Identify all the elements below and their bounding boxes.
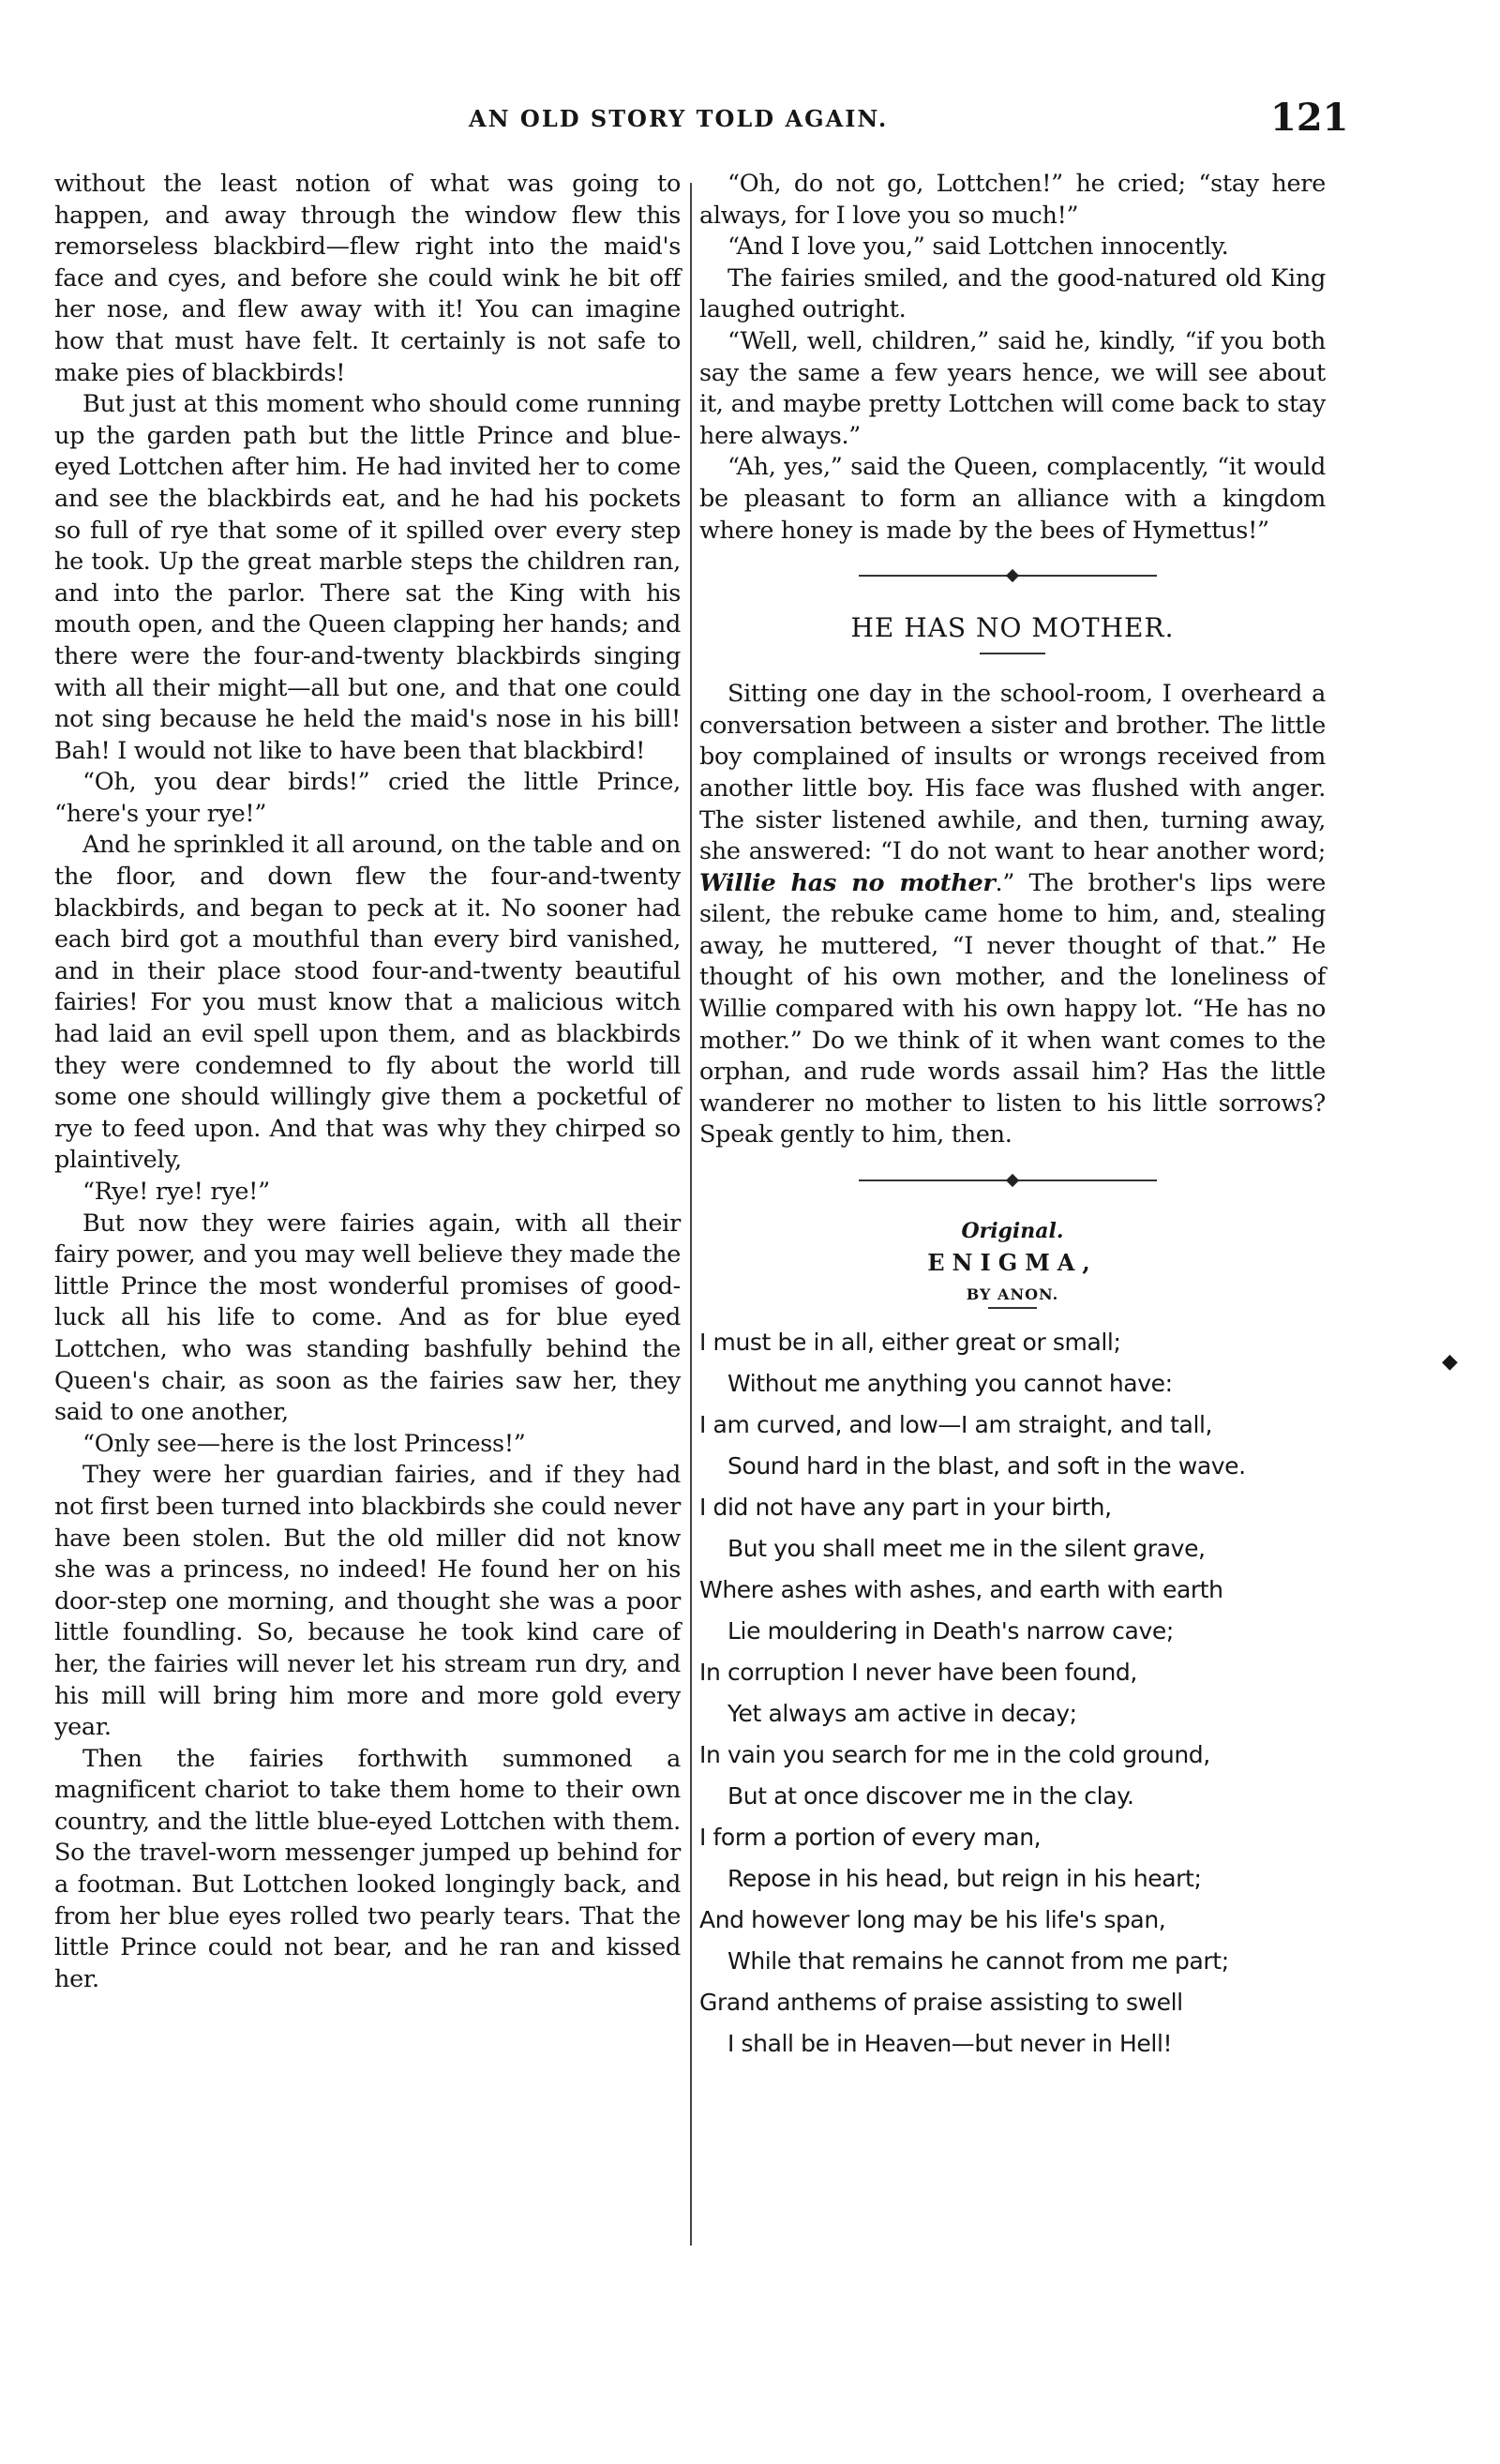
story-paragraph: “Only see—here is the lost Princess!” xyxy=(82,1429,526,1458)
poem-line: Grand anthems of praise assisting to swell xyxy=(699,1989,1183,2017)
section-paragraph xyxy=(699,679,1326,1151)
original-label: Original. xyxy=(961,1219,1064,1244)
poem-line: But at once discover me in the clay. xyxy=(728,1782,1134,1810)
poem-line: But you shall meet me in the silent grave, xyxy=(728,1535,1206,1563)
story-paragraph: “Ah, yes,” said the Queen, complacently, “it would be pleasant to form an alliance with a kingdom where honey is made by the bees of Hymettus!” xyxy=(699,453,1326,545)
section-title: HE HAS NO MOTHER. xyxy=(850,612,1175,644)
section-text-a: Sitting one day in the school-room, I overheard a conversation between a sister and brother. The little boy complained of insults or wrongs received from another little boy. His face was flushed with anger. The sister listened awhile, and then, turning away, she answered: “I do not want to hear another word; xyxy=(699,680,1326,866)
story-paragraph: “Well, well, children,” said he, kindly, “if you both say the same a few years hence, we will see about it, and maybe pretty Lottchen will come back to stay here always.” xyxy=(699,326,1326,450)
story-paragraph: “Oh, do not go, Lottchen!” he cried; “stay here always, for I love you so much!” xyxy=(699,170,1326,230)
poem-line: Sound hard in the blast, and soft in the wave. xyxy=(728,1452,1246,1480)
story-paragraph: “Oh, you dear birds!” cried the little Prince, “here's your rye!” xyxy=(54,768,681,828)
enigma-byline: BY ANON. xyxy=(966,1285,1059,1304)
column-divider xyxy=(690,183,692,2246)
running-title: AN OLD STORY TOLD AGAIN. xyxy=(469,105,889,132)
story-paragraph: And he sprinkled it all around, on the table and on the floor, and down flew the four-and-twenty blackbirds, and began to peck at it. No sooner had each bird got a mouthful than every bird vanished, and in their place stood four-and-twenty beautiful fairies! For you must know that a malicious witch had laid an evil spell upon them, and as blackbirds they were condemned to fly about the world till some one should willingly give them a pocketful of rye to feed upon. And that was why they chirped so plaintively, xyxy=(54,831,681,1175)
enigma-poem xyxy=(699,1322,1326,2065)
section-text-b: .” The brother's lips were silent, the rebuke came home to him, and, stealing away, he muttered, “I never thought of that.” He thought of his own mother, and the loneliness of Willie compared with his own happy lot. “He has no mother.” Do we think of it when want comes to the orphan, and rude words assail him? Has the little wanderer no mother to listen to his little sorrows? Speak gently to him, then. xyxy=(699,868,1327,1149)
poem-line: I must be in all, either great or small; xyxy=(699,1329,1121,1357)
right-column xyxy=(699,169,1326,2065)
poem-line: And however long may be his life's span, xyxy=(699,1906,1166,1934)
enigma-ornament xyxy=(699,1164,1326,1196)
poem-line: Without me anything you cannot have: xyxy=(728,1370,1173,1398)
poem-line: Where ashes with ashes, and earth with earth xyxy=(699,1576,1223,1604)
story-paragraph: They were her guardian fairies, and if they had not first been turned into blackbirds she could never have been stolen. But the old miller did not know she was a princess, no indeed! He found her on his door-step one morning, and thought she was a poor little foundling. So, because he took kind care of her, the fairies will never let his stream run dry, and his mill will bring him more and more gold every year. xyxy=(54,1461,681,1742)
title-rule xyxy=(980,653,1045,654)
story-paragraph: “And I love you,” said Lottchen innocently. xyxy=(728,233,1229,262)
poem-line: I form a portion of every man, xyxy=(699,1824,1042,1852)
ink-mark: ◆ xyxy=(1442,1350,1458,1374)
poem-line: In vain you search for me in the cold ground, xyxy=(699,1741,1210,1769)
story-paragraph: without the least notion of what was going to happen, and away through the window flew this remorseless blackbird—flew right into the maid's face and cyes, and before she could wink he bit off her nose, and flew away with it! You can imagine how that must have felt. It certainly is not safe to make pies of blackbirds! xyxy=(54,170,681,387)
story-paragraph: “Rye! rye! rye!” xyxy=(82,1178,270,1206)
poem-line: While that remains he cannot from me part; xyxy=(728,1947,1229,1976)
page-number: 121 xyxy=(1270,96,1349,140)
story-paragraph: But now they were fairies again, with all their fairy power, and you may well believe they made the little Prince the most wonderful promises of good-luck all his life to come. And as for blue eyed Lottchen, who was standing bashfully behind the Queen's chair, as soon as the fairies saw her, they said to one another, xyxy=(54,1209,681,1427)
poem-line: Lie mouldering in Death's narrow cave; xyxy=(728,1617,1174,1645)
poem-line: I did not have any part in your birth, xyxy=(699,1494,1112,1522)
poem-line: In corruption I never have been found, xyxy=(699,1659,1137,1687)
byline-rule xyxy=(988,1307,1037,1309)
poem-line: Repose in his head, but reign in his heart; xyxy=(728,1865,1202,1893)
section-emphasis: Willie has no mother xyxy=(699,868,996,897)
poem-line: Yet always am active in decay; xyxy=(728,1700,1077,1728)
left-column xyxy=(54,169,681,1995)
section-ornament xyxy=(699,560,1326,592)
story-paragraph: The fairies smiled, and the good-natured old King laughed outright. xyxy=(699,263,1326,324)
story-conclusion xyxy=(699,169,1326,547)
poem-line: I am curved, and low—I am straight, and tall, xyxy=(699,1411,1213,1439)
story-paragraph: Then the fairies forthwith summoned a magnificent chariot to take them home to their own country, and the little blue-eyed Lottchen with them. So the travel-worn messenger jumped up behind for a footman. But Lottchen looked longingly back, and from her blue eyes rolled two pearly tears. That the little Prince could not bear, and he ran and kissed her. xyxy=(54,1744,681,1993)
story-paragraph: But just at this moment who should come running up the garden path but the little Prince and blue-eyed Lottchen after him. He had invited her to come and see the blackbirds eat, and he had his pockets so full of rye that some of it spilled over every step he took. Up the great marble steps the children ran, and into the parlor. There sat the King with his mouth open, and the Queen clapping her hands; and there were the four-and-twenty blackbirds singing with all their might—all but one, and that one could not sing because he held the maid's nose in his bill! Bah! I would not like to have been that blackbird! xyxy=(54,390,681,765)
poem-line: I shall be in Heaven—but never in Hell! xyxy=(728,2030,1173,2058)
enigma-title: ENIGMA, xyxy=(927,1249,1098,1277)
